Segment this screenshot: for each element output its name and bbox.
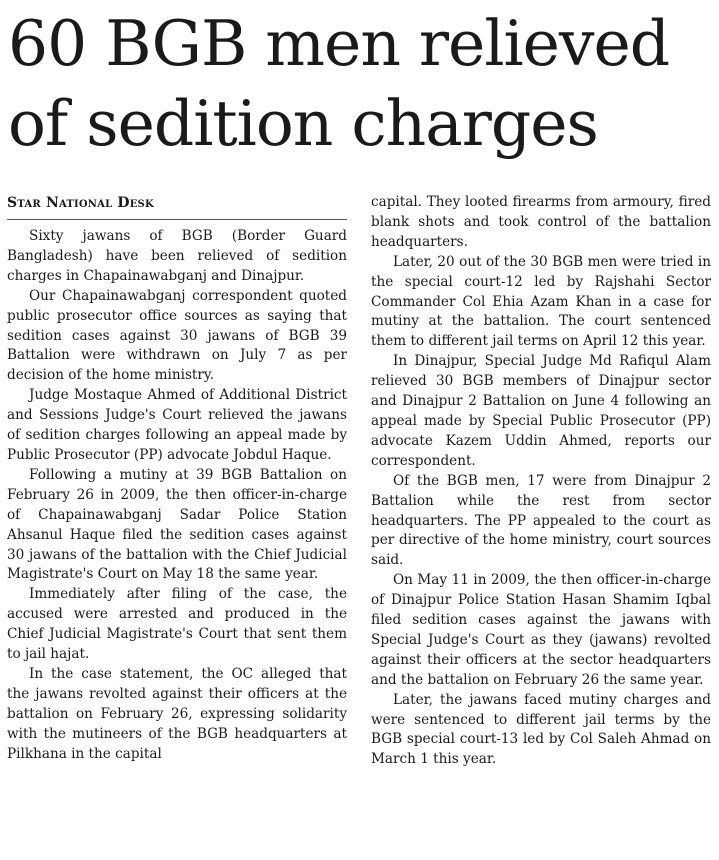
paragraph: Later, the jawans faced mutiny charges and were sentenced to different jail terms by the BGB special court-13 led by Col Saleh Ahmad on March 1 this year. [371,691,711,768]
paragraph: Immediately after filing of the case, the accused were arrested and produced in the Chief Judicial Magistrate's Court that sent them to jail hajat. [7,586,347,663]
paragraph-continued: capital. They looted firearms from armoury, fired blank shots and took control of the battalion headquarters. [371,194,711,250]
column-right [371,193,711,860]
article-body [7,193,711,860]
headline-line-1: 60 BGB men relieved [8,7,670,80]
paragraph: Our Chapainawabganj correspondent quoted public prosecutor office sources as saying that sedition cases against 30 jawans of BGB 39 Battalion were withdrawn on July 7 as per decision of the home ministry. [7,287,347,384]
byline: Star National Desk [7,193,347,220]
paragraph: In Dinajpur, Special Judge Md Rafiqul Alam relieved 30 BGB members of Dinajpur sector and Dinajpur 2 Battalion on June 4 following an appeal made by Special Public Prosecutor (PP) advocate Kazem Uddin Ahmed, reports our correspondent. [371,353,711,469]
paragraph: On May 11 in 2009, the then officer-in-charge of Dinajpur Police Station Hasan Shamim Iqbal filed sedition cases against the jawans with Special Judge's Court as they (jawans) revolted against their officers at the sector headquarters and the battalion on February 26 the same year. [371,572,711,688]
headline [8,4,714,164]
paragraph: Sixty jawans of BGB (Border Guard Bangladesh) have been relieved of sedition charges in Chapainawabganj and Dinajpur. [7,228,347,284]
column-left [7,193,347,860]
paragraph: Of the BGB men, 17 were from Dinajpur 2 Battalion while the rest from sector headquarters. The PP appealed to the court as per directive of the home ministry, court sources said. [371,472,711,569]
paragraph: Following a mutiny at 39 BGB Battalion on February 26 in 2009, the then officer-in-charge of Chapainawabganj Sadar Police Station Ahsanul Haque filed the sedition cases against 30 jawans of the battalion with the Chief Judicial Magistrate's Court on May 18 the same year. [7,466,347,583]
paragraph: Later, 20 out of the 30 BGB men were tried in the special court-12 led by Rajshahi Sector Commander Col Ehia Azam Khan in a case for mutiny at the battalion. The court sentenced them to different jail terms on April 12 this year. [371,253,711,350]
paragraph: In the case statement, the OC alleged that the jawans revolted against their officers at the battalion on February 26, expressing solidarity with the mutineers of the BGB headquarters at Pilkhana in the capital [7,665,347,762]
paragraph: Judge Mostaque Ahmed of Additional District and Sessions Judge's Court relieved the jawans of sedition charges following an appeal made by Public Prosecutor (PP) advocate Jobdul Haque. [7,387,347,463]
headline-line-2: of sedition charges [8,87,598,160]
